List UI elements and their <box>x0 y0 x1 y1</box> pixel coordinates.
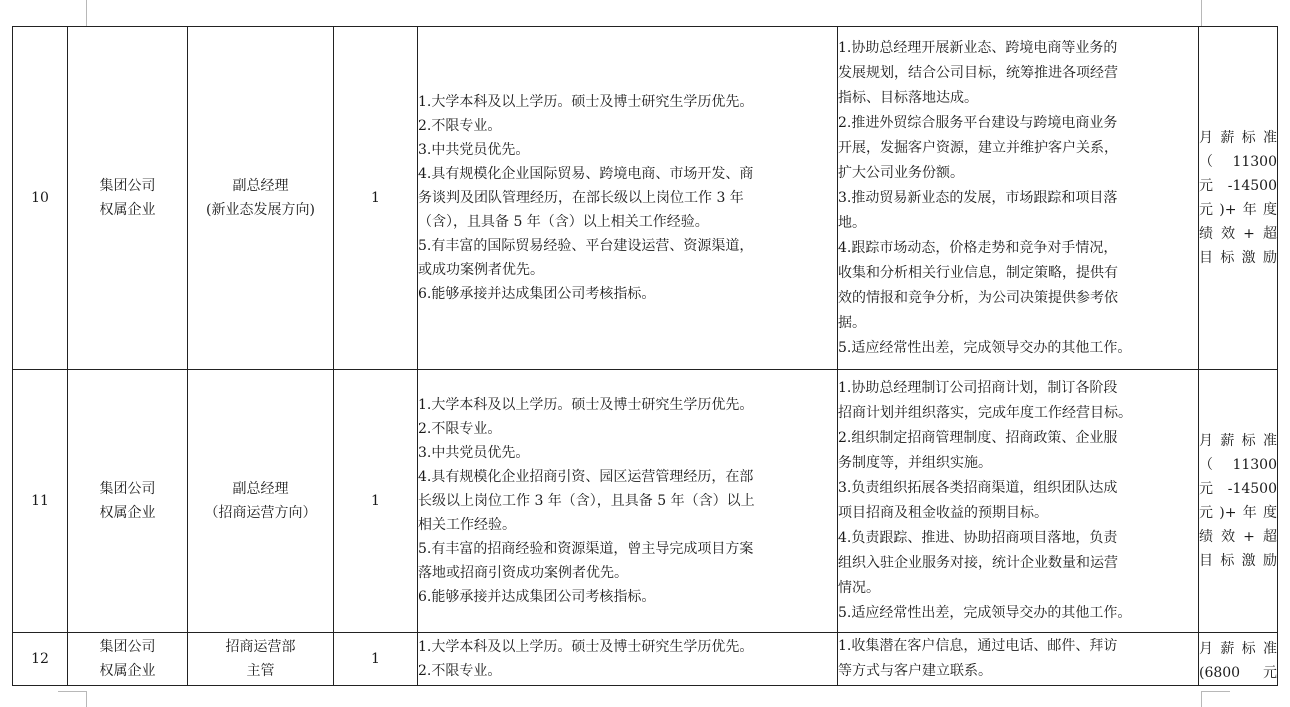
employer-unit-line: 集团公司 <box>99 639 156 655</box>
position-title-line: (新业态发展方向) <box>206 202 315 218</box>
row-number: 10 <box>13 27 68 370</box>
requirement-line: 1.大学本科及以上学历。硕士及博士研究生学历优先。 <box>418 397 754 413</box>
headcount: 1 <box>334 27 418 370</box>
duty-line: 扩大公司业务份额。 <box>838 164 964 181</box>
duties <box>838 27 1199 370</box>
position-title-line: 主管 <box>246 663 275 679</box>
crop-mark-bottom-right-h <box>1202 691 1230 692</box>
employer-unit-line: 权属企业 <box>99 202 156 218</box>
salary-line: 元-14500 <box>1199 481 1277 497</box>
salary-line: 元)+年度 <box>1199 505 1277 521</box>
requirement-line: 落地或招商引资成功案例者优先。 <box>418 565 628 581</box>
position-title-line: 招商运营部 <box>225 639 296 655</box>
salary-line: 月薪标准 <box>1199 130 1277 146</box>
salary-line: （ 11300 <box>1199 457 1277 473</box>
position-title <box>188 370 334 633</box>
requirement-line: 务谈判及团队管理经历，在部长级以上岗位工作 3 年 <box>418 190 744 206</box>
duty-line: 5.适应经常性出差，完成领导交办的其他工作。 <box>838 605 1132 621</box>
crop-mark-top-left-v <box>86 0 87 26</box>
duty-line: 4.负责跟踪、推进、协助招商项目落地，负责 <box>838 530 1118 546</box>
table-row <box>13 633 1278 686</box>
requirement-line: 5.有丰富的招商经验和资源渠道，曾主导完成项目方案 <box>418 541 754 557</box>
requirement-line: 1.大学本科及以上学历。硕士及博士研究生学历优先。 <box>418 639 754 655</box>
position-title-line: 副总经理 <box>232 481 289 497</box>
headcount: 1 <box>334 633 418 686</box>
position-title-line: （招商运营方向） <box>204 505 317 521</box>
duty-line: 情况。 <box>838 580 880 596</box>
salary-line: 元)+年度 <box>1199 202 1277 218</box>
requirement-line: 2.不限专业。 <box>418 118 502 134</box>
salary-line: 月薪标准 <box>1199 641 1277 657</box>
salary-line: （ 11300 <box>1199 154 1277 170</box>
salary-line: 绩效+超 <box>1199 529 1277 545</box>
duty-line: 开展，发掘客户资源，建立并维护客户关系， <box>838 139 1118 156</box>
duty-line: 组织入驻企业服务对接，统计企业数量和运营 <box>838 555 1118 571</box>
duties <box>838 370 1199 633</box>
position-title-line: 副总经理 <box>232 178 289 194</box>
employer-unit-line: 集团公司 <box>99 481 156 497</box>
salary <box>1199 370 1278 633</box>
table-row <box>13 27 1278 370</box>
employer-unit <box>68 27 188 370</box>
duty-line: 1.协助总经理开展新业态、跨境电商等业务的 <box>838 39 1118 56</box>
requirement-line: （含），且具备 5 年（含）以上相关工作经验。 <box>418 214 709 230</box>
duty-line: 收集和分析相关行业信息，制定策略，提供有 <box>838 264 1118 281</box>
duty-line: 2.组织制定招商管理制度、招商政策、企业服 <box>838 430 1118 446</box>
requirement-line: 2.不限专业。 <box>418 421 502 437</box>
position-title <box>188 27 334 370</box>
salary-line: 绩效+超 <box>1199 226 1277 242</box>
salary <box>1199 633 1278 686</box>
employer-unit <box>68 370 188 633</box>
duty-line: 4.跟踪市场动态，价格走势和竞争对手情况， <box>838 239 1118 256</box>
duty-line: 招商计划并组织落实，完成年度工作经营目标。 <box>838 405 1132 421</box>
recruitment-table <box>12 26 1278 686</box>
employer-unit-line: 权属企业 <box>99 505 156 521</box>
requirement-line: 3.中共党员优先。 <box>418 445 530 461</box>
requirements <box>418 370 838 633</box>
row-number: 12 <box>13 633 68 686</box>
salary-line: (6800 元 <box>1199 665 1277 681</box>
duty-line: 地。 <box>838 214 866 231</box>
duty-line: 1.收集潜在客户信息，通过电话、邮件、拜访 <box>838 638 1118 654</box>
requirement-line: 6.能够承接并达成集团公司考核指标。 <box>418 589 656 605</box>
requirement-line: 2.不限专业。 <box>418 663 502 679</box>
duty-line: 发展规划，结合公司目标，统筹推进各项经营 <box>838 64 1118 81</box>
requirements <box>418 633 838 686</box>
salary-line: 元-14500 <box>1199 178 1277 194</box>
requirements <box>418 27 838 370</box>
duty-line: 3.负责组织拓展各类招商渠道，组织团队达成 <box>838 480 1118 496</box>
requirement-line: 1.大学本科及以上学历。硕士及博士研究生学历优先。 <box>418 94 754 110</box>
duty-line: 指标、目标落地达成。 <box>838 89 978 106</box>
table-row <box>13 370 1278 633</box>
salary-line: 目标激励 <box>1199 250 1277 266</box>
requirement-line: 或成功案例者优先。 <box>418 262 544 278</box>
requirement-line: 3.中共党员优先。 <box>418 142 530 158</box>
requirement-line: 长级以上岗位工作 3 年（含），且具备 5 年（含）以上 <box>418 493 755 509</box>
employer-unit-line: 权属企业 <box>99 663 156 679</box>
duty-line: 项目招商及租金收益的预期目标。 <box>838 505 1048 521</box>
employer-unit-line: 集团公司 <box>99 178 156 194</box>
duty-line: 据。 <box>838 314 866 331</box>
crop-mark-top-right-v <box>1201 0 1202 26</box>
crop-mark-bottom-left-h <box>58 691 86 692</box>
duty-line: 务制度等，并组织实施。 <box>838 455 992 471</box>
salary-line: 月薪标准 <box>1199 433 1277 449</box>
duty-line: 效的情报和竞争分析，为公司决策提供参考依 <box>838 289 1118 306</box>
requirement-line: 5.有丰富的国际贸易经验、平台建设运营、资源渠道， <box>418 238 754 254</box>
duty-line: 等方式与客户建立联系。 <box>838 663 992 679</box>
employer-unit <box>68 633 188 686</box>
requirement-line: 6.能够承接并达成集团公司考核指标。 <box>418 286 656 302</box>
requirement-line: 4.具有规模化企业国际贸易、跨境电商、市场开发、商 <box>418 166 754 182</box>
duties <box>838 633 1199 686</box>
requirement-line: 4.具有规模化企业招商引资、园区运营管理经历，在部 <box>418 469 754 485</box>
salary <box>1199 27 1278 370</box>
requirement-line: 相关工作经验。 <box>418 517 516 533</box>
headcount: 1 <box>334 370 418 633</box>
crop-mark-bottom-left-v <box>86 691 87 707</box>
duty-line: 5.适应经常性出差，完成领导交办的其他工作。 <box>838 339 1132 356</box>
duty-line: 1.协助总经理制订公司招商计划，制订各阶段 <box>838 380 1118 396</box>
crop-mark-bottom-right-v <box>1201 691 1202 707</box>
row-number: 11 <box>13 370 68 633</box>
duty-line: 2.推进外贸综合服务平台建设与跨境电商业务 <box>838 114 1118 131</box>
position-title <box>188 633 334 686</box>
duty-line: 3.推动贸易新业态的发展，市场跟踪和项目落 <box>838 189 1118 206</box>
salary-line: 目标激励 <box>1199 553 1277 569</box>
